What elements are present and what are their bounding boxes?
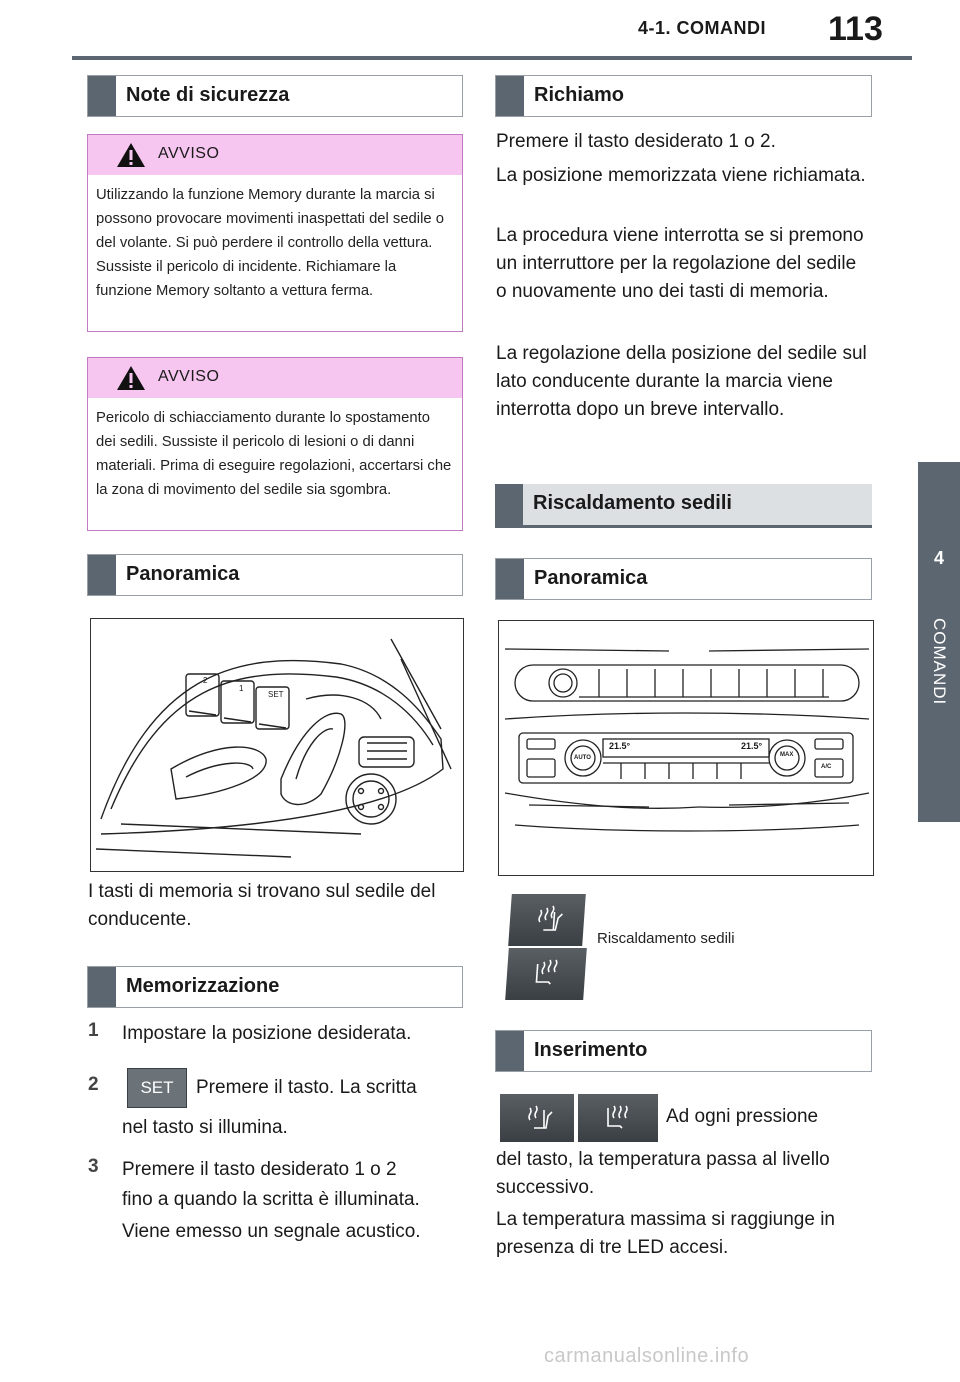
watermark: carmanualsonline.info — [544, 1345, 750, 1367]
warning-triangle-icon — [116, 364, 146, 392]
seat-heating-button-bottom — [505, 948, 587, 1000]
temp-right-readout: 21.5° — [741, 741, 763, 751]
set-key-icon: SET — [127, 1068, 187, 1108]
heading-marker — [496, 559, 524, 599]
heading-marker — [88, 967, 116, 1007]
warning-header — [88, 135, 462, 175]
heading-text: Note di sicurezza — [126, 84, 290, 106]
recall-para-4: La regolazione della posizione del sedile sul lato conducente durante la marcia viene interrotta dopo un breve intervallo. — [496, 343, 867, 420]
warning-header — [88, 358, 462, 398]
running-header: 4-1. COMANDI — [638, 18, 767, 38]
header-rule — [72, 56, 912, 60]
section-insert — [495, 1030, 872, 1072]
seat-heating-icon — [508, 894, 586, 946]
recall-para-2: La posizione memorizzata viene richiamata. — [496, 165, 866, 186]
heading-marker — [88, 76, 116, 116]
step-text-1: Impostare la posizione desiderata. — [122, 1023, 412, 1044]
step-text-3: Premere il tasto desiderato 1 o 2 — [122, 1159, 397, 1180]
figure-caption: I tasti di memoria si trovano sul sedile del conducente. — [88, 881, 436, 930]
memory-key-1-label: 1 — [239, 684, 244, 693]
ac-label: A/C — [821, 764, 832, 770]
heading-marker — [88, 555, 116, 595]
step-number-1: 1 — [88, 1020, 99, 1041]
chapter-label: COMANDI — [930, 618, 949, 706]
seat-heating-button-right — [578, 1094, 658, 1142]
heading-text: Panoramica — [126, 563, 240, 585]
heading-marker — [496, 76, 524, 116]
step-text-2: Premere il tasto. La scritta — [196, 1077, 417, 1098]
page-number: 113 — [828, 10, 883, 48]
section-overview-left — [87, 554, 463, 596]
heading-marker — [496, 1031, 524, 1071]
recall-para-3: La procedura viene interrotta se si premono un interruttore per la regolazione del sedile o nuovamente uno dei tasti di memoria. — [496, 225, 864, 302]
insert-para-2: La temperatura massima si raggiunge in presenza di tre LED accesi. — [496, 1209, 836, 1258]
heading-text: Panoramica — [534, 567, 648, 589]
heading-text: Riscaldamento sedili — [533, 492, 732, 514]
seat-controls-illustration — [91, 619, 463, 871]
climate-control-illustration — [499, 621, 873, 875]
max-label: MAX — [780, 752, 794, 758]
seat-heating-icon — [500, 1094, 574, 1142]
climate-panel-figure — [498, 620, 874, 876]
seat-heating-icon — [505, 948, 587, 1000]
warning-label: AVVISO — [158, 368, 220, 385]
warning-triangle-icon — [116, 141, 146, 169]
insert-first-line: Ad ogni pressione — [666, 1106, 819, 1127]
heading-text: Memorizzazione — [126, 975, 280, 997]
section-overview-right — [495, 558, 872, 600]
warning-text: Pericolo di schiacciamento durante lo spostamento dei sedili. Sussiste il pericolo di lesioni o di danni materiali. Prima di eseguire regolazioni, accertarsi che la zona di movimento del sedile sia sgombra. — [96, 410, 452, 498]
seat-heating-button-left — [500, 1094, 574, 1142]
step-text-2b: nel tasto si illumina. — [122, 1117, 288, 1138]
step-number-3: 3 — [88, 1156, 99, 1177]
heading-text: Richiamo — [534, 84, 625, 106]
section-seat-heating — [495, 484, 872, 528]
seat-memory-figure — [90, 618, 464, 872]
heading-marker — [495, 484, 523, 525]
seat-heating-icon — [578, 1094, 658, 1142]
warning-box-2 — [87, 357, 463, 531]
memory-key-set-label: SET — [268, 690, 284, 699]
step-text-3b: fino a quando la scritta è illuminata. — [122, 1189, 420, 1210]
section-store — [87, 966, 463, 1008]
section-safety — [87, 75, 463, 117]
chapter-number: 4 — [933, 548, 944, 568]
warning-label: AVVISO — [158, 145, 220, 162]
step-number-2: 2 — [88, 1074, 99, 1095]
heating-caption: Riscaldamento sedili — [597, 930, 735, 947]
step-text-3c: Viene emesso un segnale acustico. — [122, 1221, 421, 1242]
section-recall — [495, 75, 872, 117]
heading-text: Inserimento — [534, 1039, 648, 1061]
temp-left-readout: 21.5° — [609, 741, 631, 751]
warning-text: Utilizzando la funzione Memory durante la marcia si possono provocare movimenti inaspettati del sedile o del volante. Si può perdere il controllo della vettura. Sussiste il pericolo di incidente. Richiamare la funzione Memory soltanto a vettura ferma. — [96, 187, 444, 299]
insert-para-1: del tasto, la temperatura passa al livello successivo. — [496, 1149, 830, 1198]
seat-heating-button-top — [508, 894, 586, 946]
warning-box-1 — [87, 134, 463, 332]
memory-key-2-label: 2 — [203, 676, 208, 685]
auto-label: AUTO — [574, 755, 591, 761]
recall-para-1: Premere il tasto desiderato 1 o 2. — [496, 131, 776, 152]
